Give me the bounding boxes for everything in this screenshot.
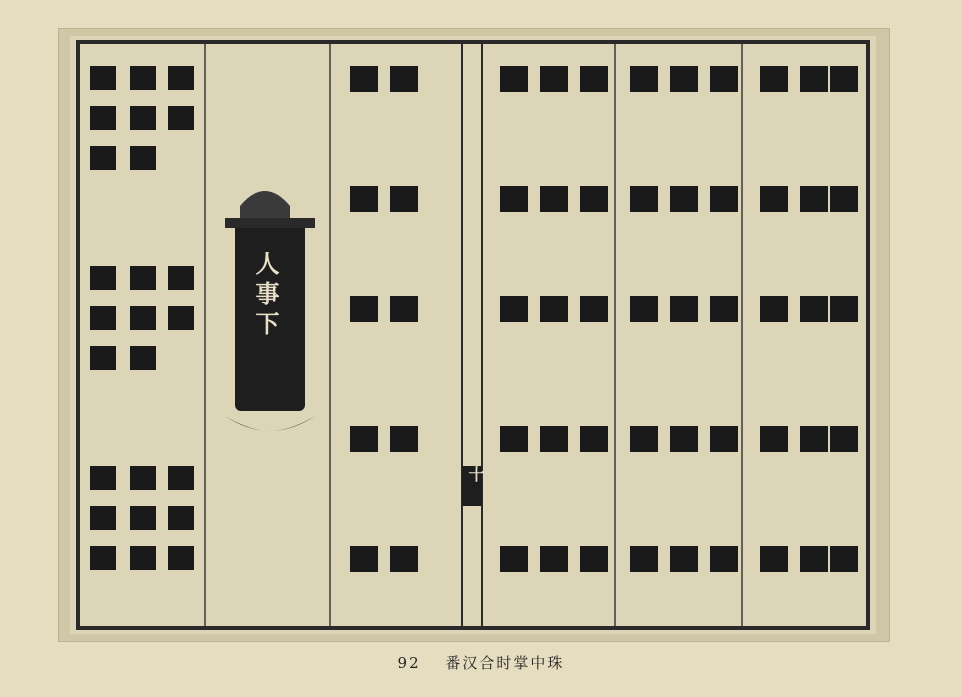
caption-title: 番汉合时掌中珠 (445, 654, 565, 672)
woodblock-page-illustration (70, 36, 876, 634)
caption-page-number: 92 (397, 654, 421, 672)
book-page (70, 36, 876, 634)
cartouche-label: 人事下 (251, 251, 280, 341)
page-marker: 十 (466, 466, 485, 488)
page-caption (0, 652, 962, 673)
